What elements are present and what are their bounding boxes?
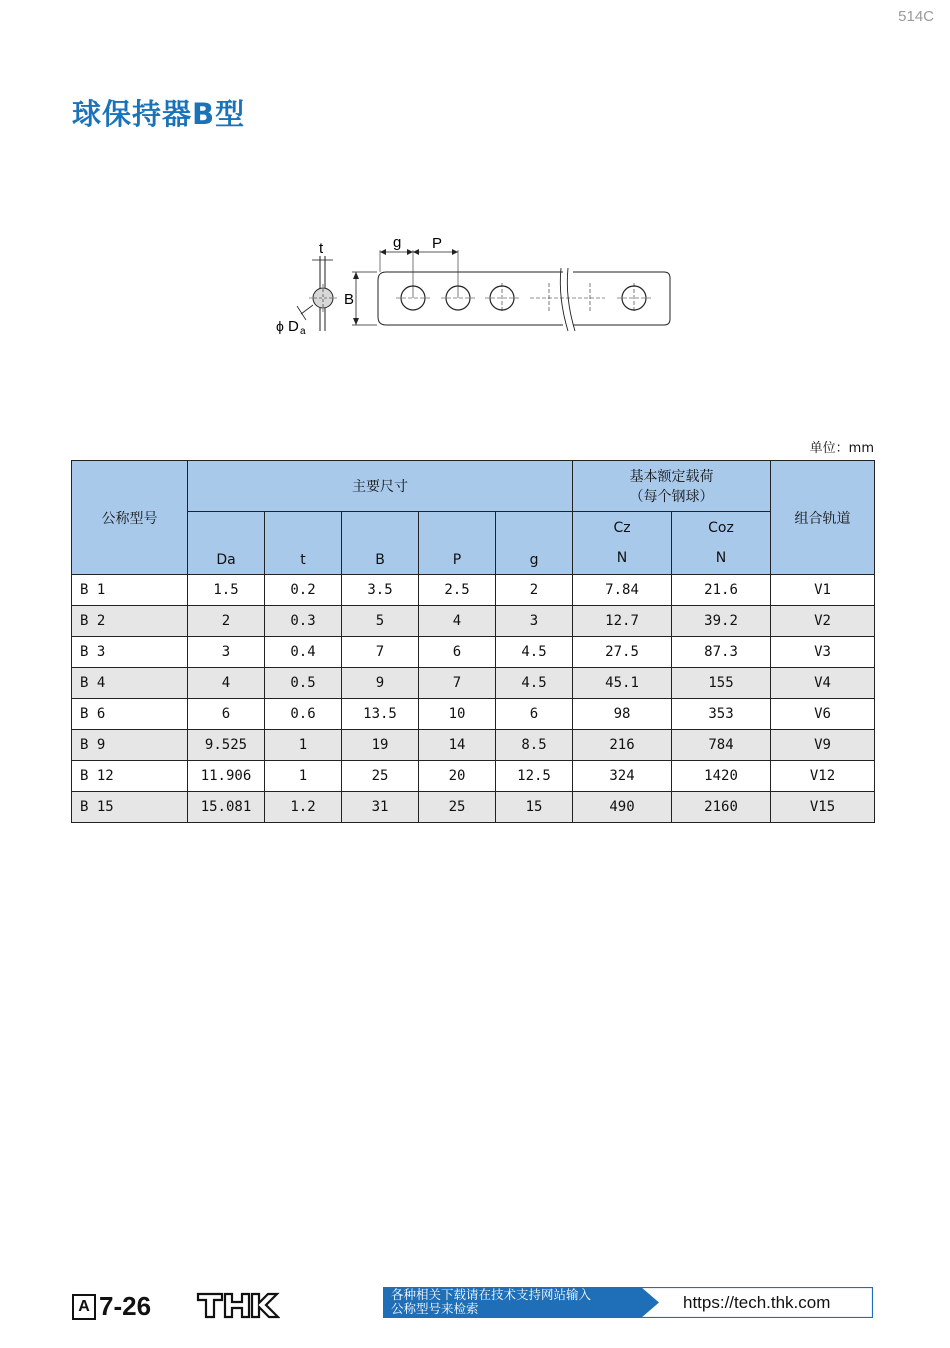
page-number: 7-26 — [99, 1291, 152, 1321]
cell-model: B 2 — [72, 606, 188, 637]
cell-rail: V3 — [771, 637, 875, 668]
cell-t: 0.3 — [265, 606, 342, 637]
label-phi: ϕ — [276, 318, 284, 334]
cell-cz: 27.5 — [573, 637, 672, 668]
cell-g: 6 — [496, 699, 573, 730]
label-g: g — [393, 234, 402, 251]
ball-retainer-diagram — [268, 228, 678, 343]
cell-da: 2 — [188, 606, 265, 637]
header-cz-unit: N — [616, 550, 628, 566]
cell-t: 1.2 — [265, 792, 342, 823]
cell-da: 3 — [188, 637, 265, 668]
label-t: t — [319, 240, 324, 257]
cell-rail: V4 — [771, 668, 875, 699]
spec-table — [71, 460, 875, 823]
page-title: 球保持器B型 — [72, 97, 246, 131]
label-p: P — [432, 235, 443, 252]
cell-p: 7 — [419, 668, 496, 699]
cell-rail: V15 — [771, 792, 875, 823]
label-a: a — [300, 326, 306, 337]
table-row — [72, 730, 875, 761]
cell-cz: 324 — [573, 761, 672, 792]
banner-text — [391, 1288, 591, 1316]
cell-b: 3.5 — [342, 575, 419, 606]
cell-da: 9.525 — [188, 730, 265, 761]
header-load — [573, 461, 771, 512]
support-url-link[interactable]: https://tech.thk.com — [683, 1293, 831, 1312]
cell-p: 10 — [419, 699, 496, 730]
cell-g: 2 — [496, 575, 573, 606]
section-page-marker — [72, 1291, 151, 1322]
header-coz — [672, 512, 771, 575]
cell-coz: 1420 — [672, 761, 771, 792]
cell-p: 14 — [419, 730, 496, 761]
table-row — [72, 637, 875, 668]
cell-cz: 490 — [573, 792, 672, 823]
header-rail: 组合轨道 — [771, 461, 875, 575]
header-cz — [573, 512, 672, 575]
cell-g: 4.5 — [496, 637, 573, 668]
page-code: 514C — [898, 8, 934, 25]
cell-model: B 3 — [72, 637, 188, 668]
cell-t: 1 — [265, 761, 342, 792]
cell-b: 9 — [342, 668, 419, 699]
header-load-line1: 基本额定载荷 — [629, 469, 714, 485]
header-model: 公称型号 — [72, 461, 188, 575]
cell-g: 8.5 — [496, 730, 573, 761]
cell-cz: 12.7 — [573, 606, 672, 637]
cell-coz: 155 — [672, 668, 771, 699]
cell-b: 13.5 — [342, 699, 419, 730]
cell-t: 0.2 — [265, 575, 342, 606]
table-row — [72, 575, 875, 606]
cell-coz: 784 — [672, 730, 771, 761]
cell-t: 1 — [265, 730, 342, 761]
cell-coz: 353 — [672, 699, 771, 730]
cell-da: 6 — [188, 699, 265, 730]
banner-text-line2: 公称型号来检索 — [391, 1301, 479, 1316]
cell-p: 25 — [419, 792, 496, 823]
cell-t: 0.6 — [265, 699, 342, 730]
cell-p: 4 — [419, 606, 496, 637]
cell-t: 0.5 — [265, 668, 342, 699]
cell-p: 2.5 — [419, 575, 496, 606]
cell-g: 12.5 — [496, 761, 573, 792]
cell-g: 4.5 — [496, 668, 573, 699]
header-main-dims: 主要尺寸 — [188, 461, 573, 512]
cell-coz: 87.3 — [672, 637, 771, 668]
table-row — [72, 761, 875, 792]
cell-da: 11.906 — [188, 761, 265, 792]
table-row — [72, 606, 875, 637]
cell-da: 4 — [188, 668, 265, 699]
label-b: B — [344, 291, 355, 308]
header-coz-label: Coz — [708, 520, 734, 536]
cell-b: 5 — [342, 606, 419, 637]
cell-b: 19 — [342, 730, 419, 761]
cell-coz: 2160 — [672, 792, 771, 823]
header-b: B — [342, 512, 419, 575]
cell-t: 0.4 — [265, 637, 342, 668]
cell-model: B 4 — [72, 668, 188, 699]
thk-logo — [196, 1290, 280, 1320]
label-d: D — [288, 318, 299, 335]
cell-da: 15.081 — [188, 792, 265, 823]
table-row — [72, 699, 875, 730]
header-p: P — [419, 512, 496, 575]
cell-b: 31 — [342, 792, 419, 823]
cell-model: B 15 — [72, 792, 188, 823]
header-da: Da — [188, 512, 265, 575]
support-site-banner[interactable] — [383, 1287, 873, 1318]
cell-coz: 21.6 — [672, 575, 771, 606]
header-g: g — [496, 512, 573, 575]
cell-p: 6 — [419, 637, 496, 668]
header-cz-label: Cz — [613, 520, 631, 536]
header-coz-unit: N — [715, 550, 727, 566]
table-row — [72, 792, 875, 823]
cell-model: B 12 — [72, 761, 188, 792]
cell-model: B 6 — [72, 699, 188, 730]
section-letter-box: A — [72, 1294, 96, 1320]
cell-cz: 216 — [573, 730, 672, 761]
cell-p: 20 — [419, 761, 496, 792]
cell-coz: 39.2 — [672, 606, 771, 637]
cell-b: 7 — [342, 637, 419, 668]
banner-text-line1: 各种相关下载请在技术支持网站输入 — [391, 1287, 592, 1302]
cell-cz: 45.1 — [573, 668, 672, 699]
cell-g: 15 — [496, 792, 573, 823]
header-load-line2: （每个钢球） — [629, 489, 714, 505]
cell-g: 3 — [496, 606, 573, 637]
cell-rail: V12 — [771, 761, 875, 792]
cell-rail: V6 — [771, 699, 875, 730]
cell-da: 1.5 — [188, 575, 265, 606]
cell-rail: V2 — [771, 606, 875, 637]
cell-rail: V9 — [771, 730, 875, 761]
table-row — [72, 668, 875, 699]
unit-label: 单位：mm — [809, 441, 874, 456]
cell-cz: 7.84 — [573, 575, 672, 606]
cell-model: B 9 — [72, 730, 188, 761]
cell-rail: V1 — [771, 575, 875, 606]
cell-b: 25 — [342, 761, 419, 792]
cell-cz: 98 — [573, 699, 672, 730]
header-t: t — [265, 512, 342, 575]
cell-model: B 1 — [72, 575, 188, 606]
